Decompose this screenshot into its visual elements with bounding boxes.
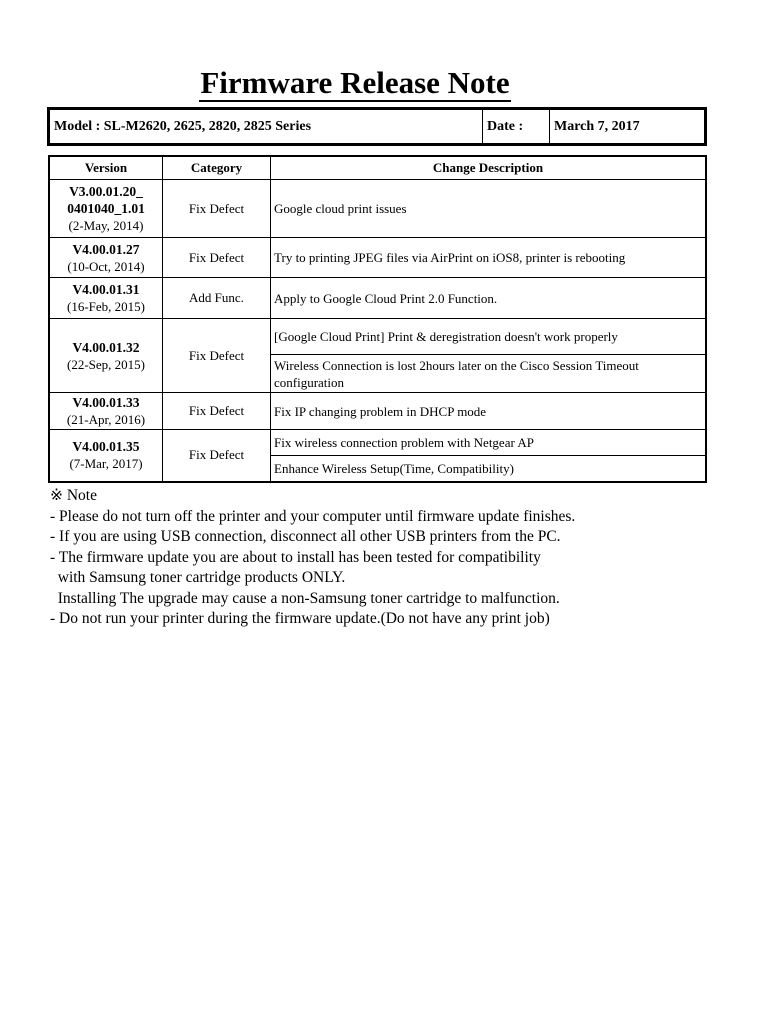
release-date: (7-Mar, 2017)	[69, 456, 143, 472]
note-line: - The firmware update you are about to install has been tested for compatibility	[50, 548, 541, 566]
change-description: Google cloud print issues	[271, 180, 707, 238]
version-cell	[49, 278, 163, 319]
version-cell	[49, 238, 163, 278]
category-cell: Fix Defect	[163, 319, 271, 393]
version-cell	[49, 393, 163, 430]
version-cell	[49, 180, 163, 238]
change-description: Wireless Connection is lost 2hours later on the Cisco Session Timeout configuration	[271, 355, 707, 393]
version-number: V4.00.01.33	[72, 395, 140, 410]
category-cell: Fix Defect	[163, 180, 271, 238]
model-cell: Model : SL-M2620, 2625, 2820, 2825 Series	[49, 109, 483, 145]
table-header-row	[49, 156, 706, 180]
release-date: (2-May, 2014)	[68, 218, 144, 233]
column-header-version: Version	[49, 156, 163, 180]
release-date: (21-Apr, 2016)	[66, 412, 146, 427]
table-row	[49, 278, 706, 319]
version-number: V4.00.01.32	[72, 339, 140, 355]
table-row	[49, 393, 706, 430]
change-description: Enhance Wireless Setup(Time, Compatibility)	[271, 456, 707, 482]
note-line: - Do not run your printer during the firmware update.(Do not have any print job)	[50, 610, 550, 627]
change-description: [Google Cloud Print] Print & deregistration doesn't work properly	[271, 319, 707, 355]
column-header-category: Category	[163, 156, 271, 180]
category-cell: Fix Defect	[163, 393, 271, 430]
release-date: (22-Sep, 2015)	[67, 356, 145, 372]
column-header-description: Change Description	[271, 156, 707, 180]
version-number: V4.00.01.31	[72, 282, 140, 297]
change-description: Apply to Google Cloud Print 2.0 Function.	[271, 278, 707, 319]
version-cell	[49, 319, 163, 393]
table-row	[49, 319, 706, 355]
note-line: - If you are using USB connection, disconnect all other USB printers from the PC.	[50, 528, 561, 545]
change-description: Try to printing JPEG files via AirPrint on iOS8, printer is rebooting	[271, 238, 707, 278]
notes-section	[50, 486, 750, 630]
version-number: V3.00.01.20_	[69, 184, 143, 199]
version-number: V4.00.01.35	[72, 439, 140, 455]
table-row	[49, 430, 706, 456]
version-number-cont: 0401040_1.01	[67, 201, 145, 216]
note-line: - Please do not turn off the printer and your computer until firmware update finishes.	[50, 507, 576, 525]
category-cell: Fix Defect	[163, 430, 271, 482]
model-header-table	[47, 107, 707, 146]
release-date: (16-Feb, 2015)	[67, 299, 145, 314]
date-label: Date :	[483, 109, 550, 145]
change-description: Fix wireless connection problem with Netgear AP	[271, 430, 707, 456]
page-title: Firmware Release Note	[200, 65, 510, 100]
date-value: March 7, 2017	[550, 109, 706, 145]
notes-heading: ※ Note	[50, 487, 97, 504]
table-row	[49, 180, 706, 238]
note-line: with Samsung toner cartridge products ONLY.	[50, 569, 346, 586]
version-number: V4.00.01.27	[72, 241, 140, 257]
change-description: Fix IP changing problem in DHCP mode	[271, 393, 707, 430]
release-date: (10-Oct, 2014)	[67, 258, 145, 274]
note-line: Installing The upgrade may cause a non-Samsung toner cartridge to malfunction.	[50, 589, 560, 607]
category-cell: Add Func.	[163, 278, 271, 319]
category-cell: Fix Defect	[163, 238, 271, 278]
table-row	[49, 238, 706, 278]
release-table	[48, 155, 707, 483]
version-cell	[49, 430, 163, 482]
